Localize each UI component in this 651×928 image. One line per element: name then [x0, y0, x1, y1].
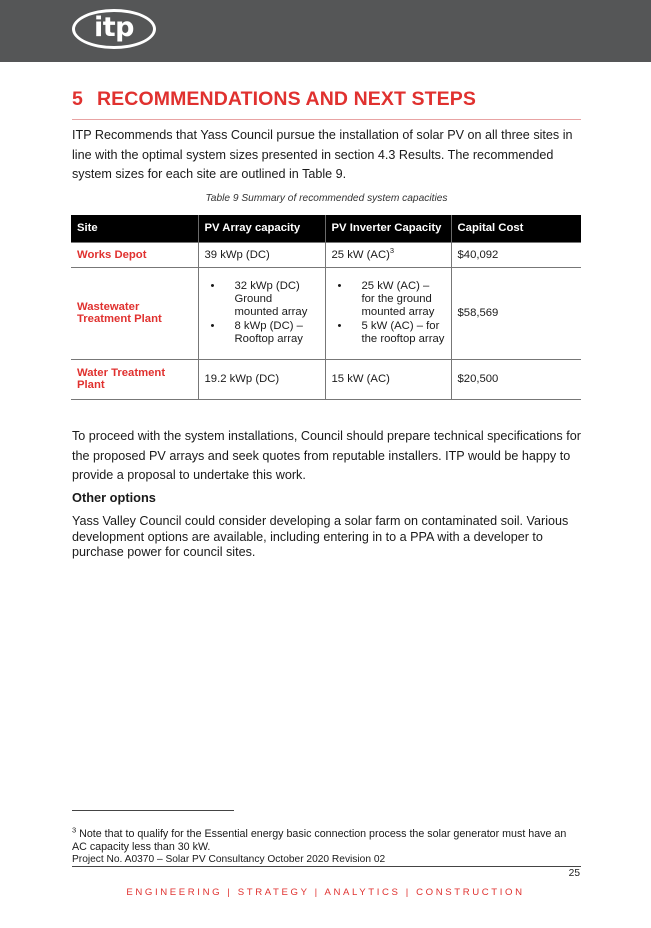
list-item: • 32 kWp (DC) Ground mounted array: [205, 280, 319, 320]
pv-array-cell: [198, 267, 325, 359]
section-number: 5: [72, 88, 83, 110]
header-site: Site: [71, 215, 198, 242]
project-info: Project No. A0370 – Solar PV Consultancy October 2020 Revision 02: [72, 854, 386, 865]
other-options-paragraph: Yass Valley Council could consider developing a solar farm on contaminated soil. Various development options are available, including entering in to a PPA with a developer to purchase power for council sites.: [72, 514, 569, 559]
site-name: Works Depot: [71, 242, 198, 267]
inverter-value: 25 kW (AC): [331, 248, 390, 261]
capacity-table: [71, 215, 581, 400]
list-item: • 5 kW (AC) – for the rooftop array: [332, 320, 445, 346]
list-item: • 8 kWp (DC) – Rooftop array: [205, 320, 319, 346]
heading-divider: [72, 119, 581, 120]
capital-cost-value: $58,569: [451, 267, 581, 359]
intro-paragraph: ITP Recommends that Yass Council pursue the installation of solar PV on all three sites in line with the optimal system sizes presented in section 4.3 Results. The recommended system sizes for each site are outlined in Table 9.: [72, 128, 573, 181]
footnote-marker: 3: [72, 825, 77, 835]
pv-array-value: 19.2 kWp (DC): [198, 359, 325, 399]
footer-tagline: ENGINEERING | STRATEGY | ANALYTICS | CONSTRUCTION: [126, 887, 525, 898]
page-number: 25: [568, 868, 580, 879]
footnote-ref[interactable]: 3: [389, 245, 395, 255]
table-row: [71, 242, 581, 267]
header-inverter: PV Inverter Capacity: [325, 215, 451, 242]
inverter-value: 15 kW (AC): [325, 359, 451, 399]
section-heading: [72, 88, 582, 111]
table-row: [71, 359, 581, 399]
inverter-cell: [325, 267, 451, 359]
header-pv-array: PV Array capacity: [198, 215, 325, 242]
footnote-text: Note that to qualify for the Essential energy basic connection process the solar generator must have an AC capacity less than 30 kW.: [72, 828, 567, 854]
logo-text: itp: [94, 12, 134, 43]
other-options-heading: Other options: [72, 490, 156, 505]
inverter-list: [332, 280, 445, 346]
footnote-divider: [72, 810, 234, 811]
capital-cost-value: $40,092: [451, 242, 581, 267]
site-name: Wastewater Treatment Plant: [71, 267, 198, 359]
table-header-row: [71, 215, 581, 242]
header-capital-cost: Capital Cost: [451, 215, 581, 242]
table-caption: Table 9 Summary of recommended system capacities: [205, 193, 448, 204]
header-band: [0, 0, 651, 62]
pv-array-list: [205, 280, 319, 346]
list-item: • 25 kW (AC) – for the ground mounted array: [332, 280, 445, 320]
capital-cost-value: $20,500: [451, 359, 581, 399]
table-row: [71, 267, 581, 359]
next-steps-paragraph: To proceed with the system installations, Council should prepare technical specifications for the proposed PV arrays and seek quotes from reputable installers. ITP would be happy to provide a proposal to undertake this work.: [72, 429, 581, 482]
itp-logo: [72, 9, 156, 49]
section-title: RECOMMENDATIONS AND NEXT STEPS: [97, 88, 476, 110]
site-name: Water Treatment Plant: [71, 359, 198, 399]
pv-array-value: 39 kWp (DC): [198, 242, 325, 267]
footer-divider: [72, 866, 581, 867]
footnote: [72, 825, 582, 855]
inverter-cell: [325, 242, 451, 267]
